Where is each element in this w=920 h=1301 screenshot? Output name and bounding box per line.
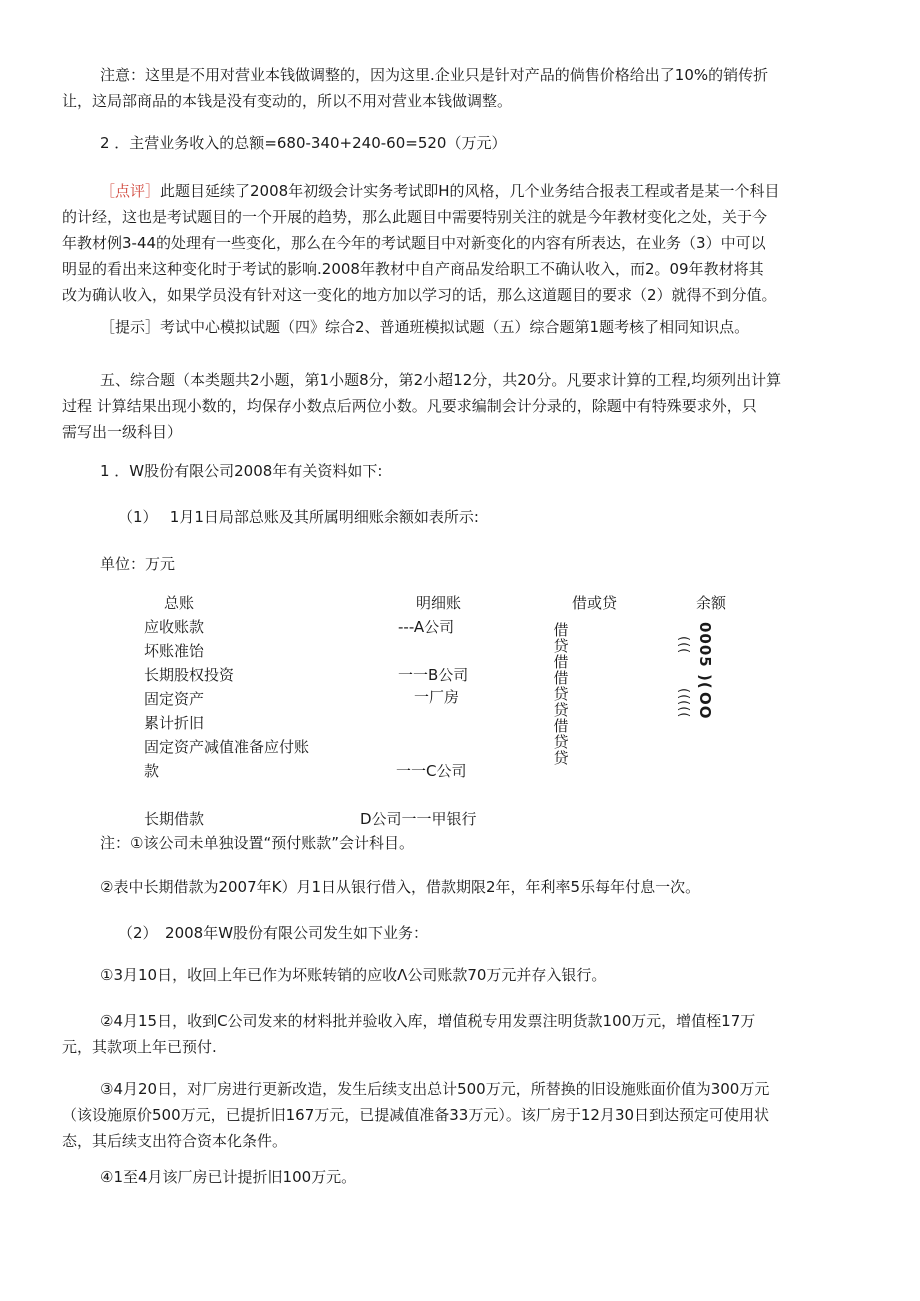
- question-1-part-1: （1） 1月1日局部总账及其所属明细账余额如表所示:: [118, 508, 479, 526]
- review-line-5: 改为确认收入，如果学员没有针对这一变化的地方加以学习的话，那么这道题目的要求（2）就得不到分值。: [62, 286, 777, 304]
- ledger-long-term-equity: 长期股权投资: [144, 666, 235, 684]
- business-2: [62, 1008, 862, 1060]
- ledger-fixed-assets: 固定资产: [144, 690, 205, 708]
- note-line-2: 让，这局部商品的本钱是没有变动的，所以不用对营业本钱做调整。: [62, 92, 513, 110]
- item-2-total-revenue: 2 ．主营业务收入的总额=680-340+240-60=520（万元）: [100, 134, 507, 152]
- detail-company-a: ---A公司: [398, 618, 455, 636]
- note-1: 注：①该公司未单独设置“预付账款”会计科目。: [100, 834, 414, 852]
- ledger-accum-depreciation: 累计折旧: [144, 714, 205, 732]
- business-1: ①3月10日，收回上年已作为坏账转销的应收Λ公司账款70万元并存入银行。: [100, 966, 607, 984]
- note-paragraph: [62, 62, 862, 114]
- business-3-line-3: 态，其后续支出符合资本化条件。: [62, 1132, 288, 1150]
- header-detail-ledger: 明细账: [416, 594, 462, 612]
- review-line-2: 的计经，这也是考试题目的一个开展的趋势，那么此题目中需要特别关注的就是今年教材变化之处，关于今: [62, 208, 768, 226]
- header-debit-credit: 借或贷: [572, 594, 618, 612]
- header-general-ledger: 总账: [164, 594, 195, 612]
- ledger-impairment-payable: 固定资产减值准备应付账: [144, 738, 310, 756]
- header-balance: 余额: [696, 594, 727, 612]
- detail-company-c: 一一C公司: [396, 762, 467, 780]
- section-5-line-3: 需写出一级科目）: [62, 423, 183, 441]
- unit-label: 单位：万元: [100, 555, 176, 573]
- debit-credit-column: 借贷借借贷贷借贷贷: [553, 621, 569, 767]
- balance-upper-marks: (((: [676, 636, 691, 655]
- business-2-line-1: ②4月15日，收到C公司发来的材料批并验收入库，增值税专用发票注明货款100万元，增值桎17万: [100, 1012, 756, 1030]
- business-3-line-2: （该设施原价500万元，已提折旧167万元，已提减值准备33万元）。该厂房于12月30日到达预定可使用状: [62, 1106, 770, 1124]
- ledger-bad-debt: 坏账准饴: [144, 642, 205, 660]
- detail-company-b: 一一B公司: [398, 666, 469, 684]
- review-paragraph: [62, 178, 862, 308]
- detail-workshop: 一厂房: [414, 688, 460, 706]
- question-1-part-2: （2） 2008年W股份有限公司发生如下业务：: [118, 924, 429, 942]
- balance-lower-marks: (((((: [676, 688, 691, 719]
- ledger-payable-cont: 款: [144, 762, 160, 780]
- section-5-line-1: 五、综合题（本类题共2小题，第1小题8分，第2小超12分，共20分。凡要求计算的工程,均须列出计算: [100, 371, 782, 389]
- balance-lower: OO: [696, 692, 714, 720]
- balance-upper: 0005 )(: [696, 622, 714, 690]
- note-line-1: 注意：这里是不用对营业本钱做调整的，因为这里.企业只是针对产品的倘售价格给出了10%的销传折: [100, 66, 769, 84]
- review-line-3: 年教材例3-44的处理有一些变化，那么在今年的考试题目中对新变化的内容有所表达，在业务（3）中可以: [62, 234, 766, 252]
- review-tag: ［点评］: [100, 182, 161, 200]
- business-3: [62, 1076, 862, 1154]
- section-5-line-2: 过程 计算结果出现小数的，均保存小数点后两位小数。凡要求编制会计分录的，除题中有特殊要求外，只: [62, 397, 757, 415]
- question-1-intro: 1 ．W股份有限公司2008年有关资料如下:: [100, 462, 383, 480]
- review-line-1: 此题目延续了2008年初级会计实务考试即H的风格，几个业务结合报表工程或者是某一个科目: [160, 182, 780, 200]
- ledger-long-term-loan: 长期借款: [144, 810, 205, 828]
- review-line-4: 明显的看出来这种变化时于考试的影响.2008年教材中自产商品发给职工不确认收入，而2。09年教材将其: [62, 260, 764, 278]
- ledger-accounts-receivable: 应收账款: [144, 618, 205, 636]
- note-2: ②表中长期借款为2007年K）月1日从银行借入，借款期限2年，年利率5乐每年付息一次。: [100, 878, 701, 896]
- business-2-line-2: 元，其款项上年已预付.: [62, 1038, 217, 1056]
- detail-company-d-bank: D公司一一甲银行: [360, 810, 477, 828]
- hint-paragraph: ［提示］考试中心模拟试题（四》综合2、普通班模拟试题（五）综合题第1题考核了相同知识点。: [100, 318, 750, 336]
- business-3-line-1: ③4月20日，对厂房进行更新改造，发生后续支出总计500万元，所替换的旧设施账面价值为300万元: [100, 1080, 770, 1098]
- section-5-paragraph: [62, 367, 862, 445]
- business-4: ④1至4月该厂房已计提折旧100万元。: [100, 1168, 357, 1186]
